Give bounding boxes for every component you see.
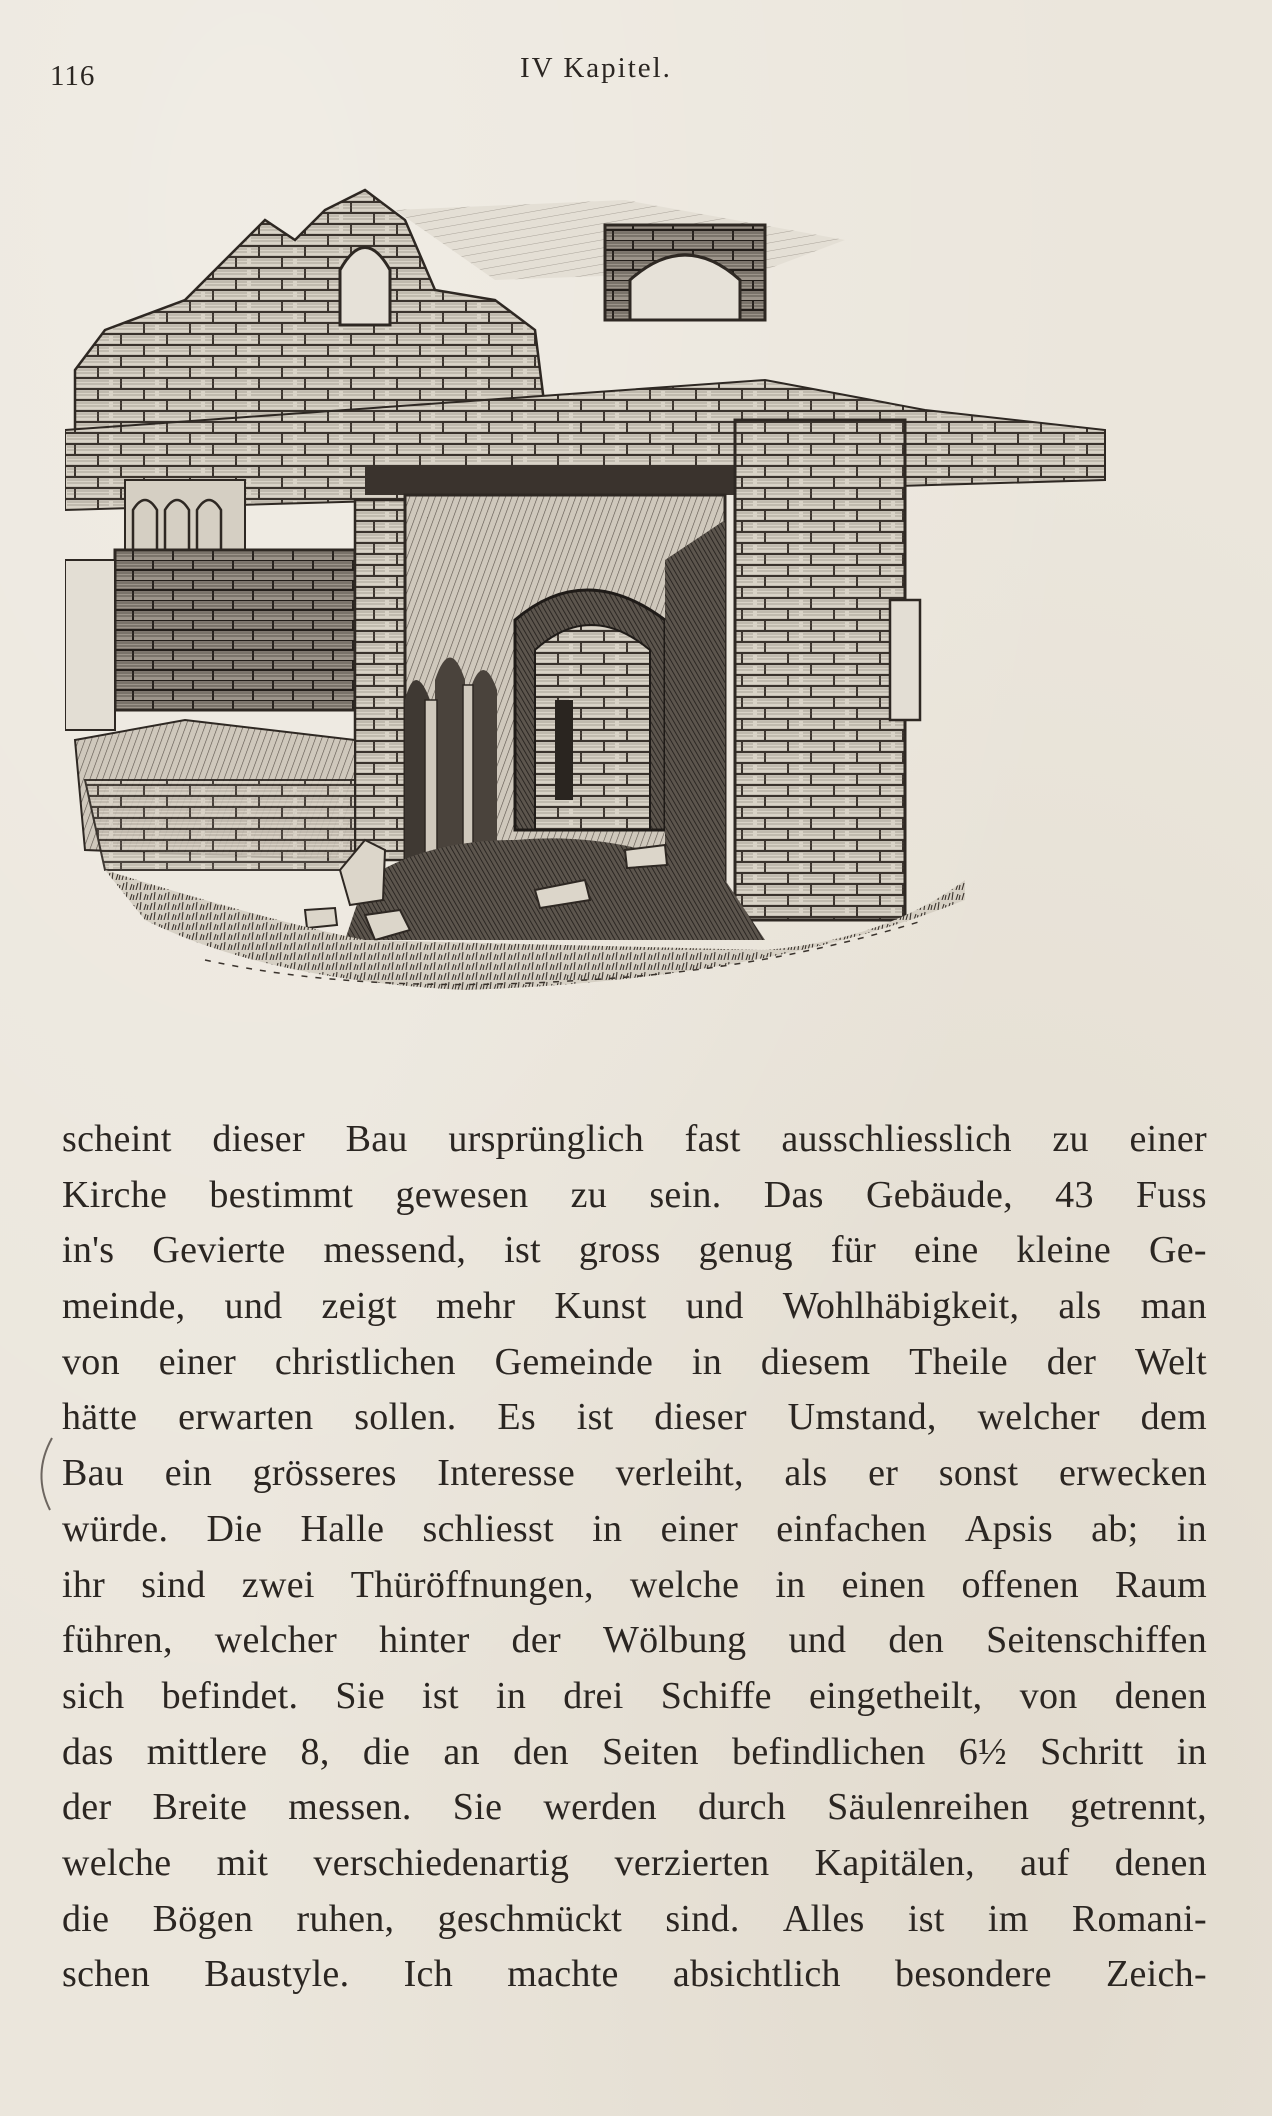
word: messen. bbox=[288, 1786, 412, 1829]
word: scheint bbox=[62, 1118, 172, 1160]
word: man bbox=[1140, 1285, 1207, 1328]
word: Raum bbox=[1115, 1563, 1207, 1606]
word: sein. bbox=[649, 1173, 722, 1216]
word: schliesst bbox=[422, 1507, 554, 1550]
word: dieser bbox=[212, 1118, 305, 1160]
text-line bbox=[62, 1502, 1207, 1558]
text-line bbox=[62, 1390, 1207, 1446]
word: verleiht, bbox=[615, 1452, 744, 1495]
word: Wohlhäbigkeit, bbox=[782, 1285, 1020, 1328]
word: den bbox=[888, 1619, 945, 1662]
left-edge-opening bbox=[65, 560, 115, 730]
word: ab; bbox=[1091, 1507, 1139, 1550]
word: Ich bbox=[403, 1953, 454, 1996]
word: offenen bbox=[961, 1563, 1079, 1606]
text-line bbox=[62, 1335, 1207, 1391]
word: zu bbox=[1052, 1118, 1089, 1160]
word: bestimmt bbox=[209, 1173, 354, 1216]
word: verschiedenartig bbox=[313, 1841, 570, 1884]
word: Die bbox=[206, 1507, 263, 1550]
word: schen bbox=[62, 1953, 151, 1996]
word: in bbox=[691, 1340, 723, 1383]
word: einen bbox=[841, 1563, 926, 1606]
word: 8, bbox=[300, 1730, 330, 1773]
page-number: 116 bbox=[50, 60, 96, 92]
word: meinde, bbox=[62, 1285, 186, 1328]
word: von bbox=[1019, 1674, 1078, 1717]
word: als bbox=[1058, 1285, 1102, 1328]
word: hätte bbox=[62, 1396, 138, 1439]
word: er bbox=[868, 1452, 899, 1495]
word: Es bbox=[497, 1396, 536, 1439]
word: Schritt bbox=[1040, 1730, 1144, 1773]
text-line bbox=[62, 1112, 1207, 1168]
word: führen, bbox=[62, 1619, 173, 1662]
word: zeigt bbox=[321, 1285, 397, 1328]
word: fast bbox=[684, 1118, 741, 1160]
word: Theile bbox=[909, 1340, 1008, 1383]
word: Baustyle. bbox=[204, 1953, 350, 1996]
word: Schiffe bbox=[660, 1674, 772, 1717]
word: Welt bbox=[1134, 1340, 1207, 1383]
word: sonst bbox=[938, 1452, 1019, 1495]
word: Fuss bbox=[1135, 1173, 1207, 1216]
word: Ge- bbox=[1149, 1229, 1207, 1272]
word: im bbox=[987, 1897, 1029, 1940]
word: auf bbox=[1020, 1841, 1070, 1884]
word: geschmückt bbox=[437, 1897, 623, 1940]
word: als bbox=[784, 1452, 828, 1495]
word: ist bbox=[504, 1229, 541, 1272]
text-line bbox=[62, 1780, 1207, 1836]
word: Kirche bbox=[62, 1173, 168, 1216]
text-line bbox=[62, 1558, 1207, 1614]
word: Gevierte bbox=[152, 1229, 286, 1272]
word: sollen. bbox=[354, 1396, 457, 1439]
engraving-svg bbox=[65, 180, 1185, 1080]
word: Zeich- bbox=[1105, 1953, 1207, 1996]
text-line bbox=[62, 1223, 1207, 1279]
word: welche bbox=[62, 1841, 172, 1884]
word: befindlichen bbox=[732, 1730, 926, 1773]
word: sind. bbox=[665, 1897, 740, 1940]
word: mittlere bbox=[146, 1730, 268, 1773]
left-small-arcade bbox=[125, 480, 245, 550]
text-line bbox=[62, 1279, 1207, 1335]
text-line bbox=[62, 1836, 1207, 1892]
chapter-title: IV Kapitel. bbox=[520, 52, 672, 84]
word: Bau bbox=[345, 1118, 408, 1160]
word: befindet. bbox=[161, 1674, 299, 1717]
word: Seitenschiffen bbox=[986, 1619, 1207, 1662]
word: in bbox=[592, 1507, 623, 1550]
word: dem bbox=[1140, 1396, 1207, 1439]
word: erwarten bbox=[178, 1396, 314, 1439]
right-interior-shadow bbox=[665, 520, 725, 915]
text-line bbox=[62, 1669, 1207, 1725]
word: 43 bbox=[1055, 1173, 1094, 1216]
word: Apsis bbox=[964, 1507, 1053, 1550]
word: kleine bbox=[1016, 1229, 1112, 1272]
word: genug bbox=[698, 1229, 793, 1272]
word: ist bbox=[907, 1897, 945, 1940]
word: ursprünglich bbox=[448, 1118, 645, 1160]
word: besondere bbox=[895, 1953, 1052, 1996]
word: messend, bbox=[323, 1229, 467, 1272]
word: getrennt, bbox=[1070, 1786, 1207, 1829]
word: sind bbox=[141, 1563, 206, 1606]
word: Gebäude, bbox=[865, 1173, 1013, 1216]
word: Bau bbox=[62, 1452, 125, 1495]
word: Halle bbox=[300, 1507, 385, 1550]
word: ist bbox=[576, 1396, 614, 1439]
word: die bbox=[362, 1730, 411, 1773]
word: Kunst bbox=[554, 1285, 647, 1328]
word: Gemeinde bbox=[494, 1340, 654, 1383]
word: dieser bbox=[654, 1396, 747, 1439]
word: denen bbox=[1114, 1674, 1207, 1717]
word: in bbox=[775, 1563, 806, 1606]
word: ist bbox=[422, 1674, 459, 1717]
word: und bbox=[224, 1285, 283, 1328]
inner-doorway bbox=[555, 700, 573, 800]
word: ausschliesslich bbox=[781, 1118, 1012, 1160]
word: Breite bbox=[152, 1786, 248, 1829]
word: ihr bbox=[62, 1563, 106, 1606]
inner-vault-wall bbox=[535, 625, 650, 830]
word: 6½ bbox=[958, 1730, 1007, 1773]
word: ruhen, bbox=[296, 1897, 395, 1940]
word: Das bbox=[763, 1173, 824, 1216]
text-line bbox=[62, 1446, 1207, 1502]
word: absichtlich bbox=[672, 1953, 841, 1996]
word: und bbox=[685, 1285, 744, 1328]
gateway-lintel bbox=[365, 465, 755, 495]
right-window bbox=[890, 600, 920, 720]
word: Säulenreihen bbox=[827, 1786, 1030, 1829]
word: sich bbox=[62, 1674, 125, 1717]
word: die bbox=[62, 1897, 110, 1940]
word: mehr bbox=[436, 1285, 516, 1328]
word: verzierten bbox=[614, 1841, 770, 1884]
word: erwecken bbox=[1058, 1452, 1207, 1495]
word: ein bbox=[164, 1452, 213, 1495]
pencil-margin-mark bbox=[28, 1434, 58, 1514]
left-dark-wall-block bbox=[115, 550, 355, 710]
interior-arcade bbox=[405, 658, 497, 871]
word: welche bbox=[629, 1563, 740, 1606]
word: Sie bbox=[452, 1786, 503, 1829]
word: der bbox=[511, 1619, 561, 1662]
word: Thüröffnungen, bbox=[350, 1563, 594, 1606]
word: an bbox=[443, 1730, 480, 1773]
word: für bbox=[830, 1229, 877, 1272]
word: den bbox=[513, 1730, 569, 1773]
right-gate-wall bbox=[735, 420, 905, 920]
word: eingetheilt, bbox=[809, 1674, 983, 1717]
word: in bbox=[1176, 1507, 1207, 1550]
word: Bögen bbox=[152, 1897, 254, 1940]
word: christlichen bbox=[274, 1340, 456, 1383]
word: drei bbox=[563, 1674, 624, 1717]
word: werden bbox=[543, 1786, 657, 1829]
text-line bbox=[62, 1947, 1207, 2003]
word: einer bbox=[158, 1340, 237, 1383]
word: einer bbox=[660, 1507, 739, 1550]
word: durch bbox=[698, 1786, 787, 1829]
word: Alles bbox=[782, 1897, 865, 1940]
word: denen bbox=[1114, 1841, 1207, 1884]
text-line bbox=[62, 1613, 1207, 1669]
word: grösseres bbox=[252, 1452, 397, 1495]
word: hinter bbox=[379, 1619, 470, 1662]
text-line bbox=[62, 1168, 1207, 1224]
word: einer bbox=[1129, 1118, 1207, 1160]
word: eine bbox=[914, 1229, 979, 1272]
ruined-church-illustration bbox=[65, 180, 1185, 1080]
upper-left-arch bbox=[340, 248, 390, 326]
body-text bbox=[62, 1112, 1207, 2003]
word: der bbox=[62, 1786, 112, 1829]
word: der bbox=[1046, 1340, 1097, 1383]
word: welcher bbox=[214, 1619, 338, 1662]
word: zwei bbox=[241, 1563, 315, 1606]
word: in bbox=[495, 1674, 527, 1717]
word: einfachen bbox=[776, 1507, 927, 1550]
text-line bbox=[62, 1725, 1207, 1781]
word: von bbox=[62, 1340, 120, 1383]
word: in's bbox=[62, 1229, 115, 1272]
word: und bbox=[788, 1619, 847, 1662]
word: in bbox=[1176, 1730, 1207, 1773]
word: zu bbox=[570, 1173, 608, 1216]
word: Interesse bbox=[437, 1452, 575, 1495]
text-line bbox=[62, 1892, 1207, 1948]
lower-left-wall bbox=[85, 780, 355, 870]
word: Sie bbox=[335, 1674, 385, 1717]
word: gewesen bbox=[395, 1173, 529, 1216]
word: Romani- bbox=[1071, 1897, 1207, 1940]
word: Wölbung bbox=[602, 1619, 747, 1662]
word: machte bbox=[507, 1953, 619, 1996]
word: würde. bbox=[62, 1507, 169, 1550]
word: welcher bbox=[977, 1396, 1100, 1439]
word: mit bbox=[216, 1841, 269, 1884]
word: Kapitälen, bbox=[814, 1841, 975, 1884]
word: Seiten bbox=[602, 1730, 699, 1773]
word: Umstand, bbox=[787, 1396, 937, 1439]
word: diesem bbox=[760, 1340, 871, 1383]
word: gross bbox=[578, 1229, 661, 1272]
page-header bbox=[0, 52, 1272, 102]
word: das bbox=[62, 1730, 114, 1773]
